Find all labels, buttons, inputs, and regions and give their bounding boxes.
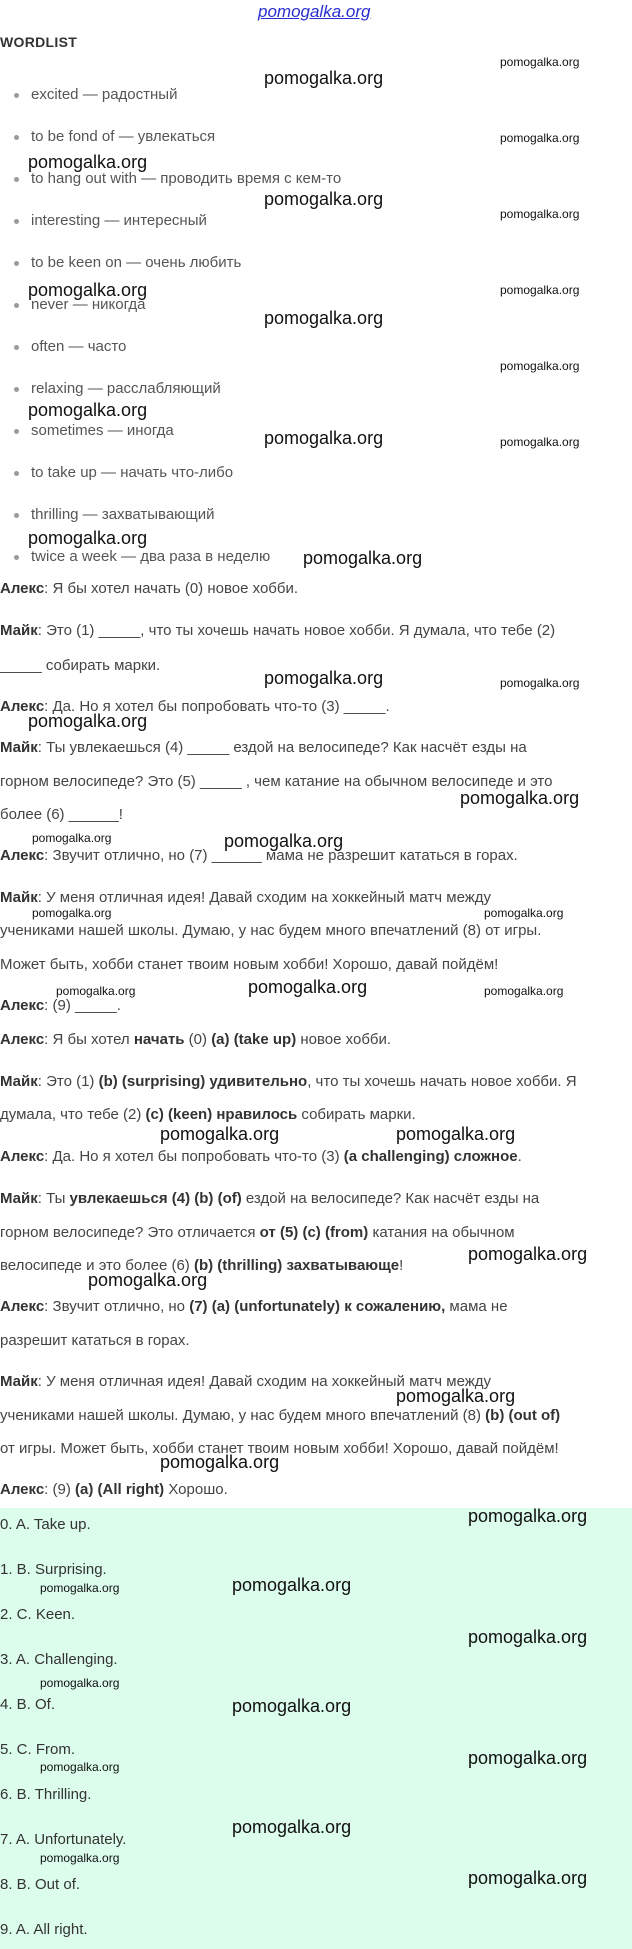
wordlist-text: to take up — начать что-либо [31, 464, 234, 481]
speaker-name: Алекс [0, 1148, 45, 1165]
dialogue-text: : У меня отличная идея! Давай сходим на хоккейный матч между [37, 889, 492, 906]
dialogue-text: более (6) ______! [0, 806, 123, 823]
wordlist-item [14, 422, 174, 439]
answer-highlight: (b) (thrilling) захватывающе [193, 1257, 400, 1274]
dialogue-text: : Звучит отлично, но [44, 1298, 190, 1315]
dialogue-text: : (9) [44, 1481, 76, 1498]
dialogue-line [0, 997, 121, 1014]
watermark: pomogalka.org [500, 676, 580, 690]
watermark: pomogalka.org [160, 1124, 280, 1144]
watermark: pomogalka.org [396, 1386, 516, 1406]
watermark: pomogalka.org [232, 1817, 352, 1837]
dialogue-text: : (9) _____. [44, 997, 121, 1014]
watermark: pomogalka.org [500, 359, 580, 373]
watermark: pomogalka.org [264, 189, 384, 209]
watermark: pomogalka.org [28, 528, 148, 548]
bullet-icon [14, 387, 19, 392]
speaker-name: Майк [0, 1373, 38, 1390]
watermark: pomogalka.org [468, 1627, 588, 1647]
watermark: pomogalka.org [500, 55, 580, 69]
speaker-name: Майк [0, 739, 38, 756]
dialogue-line [0, 1332, 190, 1349]
wordlist-text: relaxing — расслабляющий [31, 380, 221, 397]
wordlist-item [14, 380, 221, 397]
dialogue-line [0, 1298, 508, 1315]
dialogue-text: : Я бы хотел [44, 1031, 134, 1048]
answer-item: 9. A. All right. [0, 1921, 88, 1938]
dialogue-line [0, 806, 123, 823]
watermark: pomogalka.org [468, 1506, 588, 1526]
answer-highlight: увлекаешься (4) (b) (of) [69, 1190, 242, 1207]
bullet-icon [14, 93, 19, 98]
dialogue-text: учениками нашей школы. Думаю, у нас будем много впечатлений (8) от игры. [0, 922, 542, 939]
bullet-icon [14, 177, 19, 182]
answer-highlight: начать [133, 1031, 185, 1048]
answer-item: 6. B. Thrilling. [0, 1786, 92, 1803]
dialogue-text: велосипеде и это более (6) [0, 1257, 194, 1274]
dialogue-text: : Это (1) [37, 1073, 99, 1090]
wordlist-item [14, 548, 270, 565]
answer-item: 3. A. Challenging. [0, 1651, 118, 1668]
answer-highlight: (c) (keen) нравилось [145, 1106, 298, 1123]
bullet-icon [14, 513, 19, 518]
dialogue-text: новое хобби. [296, 1031, 392, 1048]
speaker-name: Алекс [0, 997, 45, 1014]
dialogue-line [0, 1106, 416, 1123]
dialogue-text: ! [399, 1257, 404, 1274]
wordlist-item [14, 254, 241, 271]
watermark: pomogalka.org [232, 1575, 352, 1595]
answer-highlight: (b) (out of) [485, 1407, 561, 1424]
watermark: pomogalka.org [468, 1868, 588, 1888]
dialogue-text: (0) [184, 1031, 212, 1048]
dialogue-line [0, 1148, 522, 1165]
watermark: pomogalka.org [264, 308, 384, 328]
watermark: pomogalka.org [28, 400, 148, 420]
dialogue-text: , что ты хочешь начать новое хобби. Я [307, 1073, 577, 1090]
dialogue-text: : Это (1) _____, что ты хочешь начать новое хобби. Я думала, что тебе (2) [37, 622, 556, 639]
speaker-name: Алекс [0, 1298, 45, 1315]
dialogue-line [0, 1407, 560, 1424]
watermark: pomogalka.org [160, 1452, 280, 1472]
bullet-icon [14, 219, 19, 224]
watermark: pomogalka.org [28, 711, 148, 731]
dialogue-line [0, 1481, 228, 1498]
watermark: pomogalka.org [500, 131, 580, 145]
answer-item: 7. A. Unfortunately. [0, 1831, 127, 1848]
watermark: pomogalka.org [232, 1696, 352, 1716]
bullet-icon [14, 471, 19, 476]
speaker-name: Майк [0, 889, 38, 906]
speaker-name: Алекс [0, 1031, 45, 1048]
watermark: pomogalka.org [32, 906, 112, 920]
watermark: pomogalka.org [28, 280, 148, 300]
wordlist-text: twice a week — два раза в неделю [31, 548, 271, 565]
wordlist-item [14, 86, 177, 103]
dialogue-text: собирать марки. [297, 1106, 416, 1123]
watermark: pomogalka.org [460, 788, 580, 808]
watermark: pomogalka.org [396, 1124, 516, 1144]
dialogue-line [0, 657, 160, 674]
speaker-name: Майк [0, 1073, 38, 1090]
wordlist-item [14, 128, 215, 145]
wordlist-item [14, 506, 215, 523]
answer-item: 4. B. Of. [0, 1696, 56, 1713]
dialogue-line [0, 1073, 577, 1090]
dialogue-text: катания на обычном [368, 1224, 515, 1241]
watermark: pomogalka.org [224, 831, 344, 851]
dialogue-text: горном велосипеде? Это (5) _____ , чем катание на обычном велосипеде и это [0, 773, 553, 790]
bullet-icon [14, 135, 19, 140]
watermark: pomogalka.org [32, 831, 112, 845]
watermark: pomogalka.org [468, 1244, 588, 1264]
wordlist-text: often — часто [31, 338, 127, 355]
bullet-icon [14, 261, 19, 266]
speaker-name: Алекс [0, 1481, 45, 1498]
dialogue-text: : Да. Но я хотел бы попробовать что-то (3) _____. [44, 698, 390, 715]
dialogue-text: учениками нашей школы. Думаю, у нас будем много впечатлений (8) [0, 1407, 486, 1424]
dialogue-line [0, 1440, 559, 1457]
watermark: pomogalka.org [40, 1760, 120, 1774]
dialogue-text: : У меня отличная идея! Давай сходим на хоккейный матч между [37, 1373, 492, 1390]
answer-highlight: (a) (take up) [211, 1031, 297, 1048]
wordlist-text: to hang out with — проводить время с кем-то [31, 170, 342, 187]
answer-highlight: (a challenging) сложное [343, 1148, 518, 1165]
wordlist-item [14, 464, 233, 481]
wordlist-item [14, 212, 207, 229]
dialogue-line [0, 889, 491, 906]
dialogue-line [0, 622, 555, 639]
answer-highlight: (7) (a) (unfortunately) к сожалению, [189, 1298, 446, 1315]
speaker-name: Алекс [0, 698, 45, 715]
speaker-name: Майк [0, 1190, 38, 1207]
bullet-icon [14, 303, 19, 308]
watermark: pomogalka.org [40, 1676, 120, 1690]
wordlist-text: thrilling — захватывающий [31, 506, 215, 523]
dialogue-text: : Звучит отлично, но (7) ______ мама не разрешит кататься в горах. [44, 847, 518, 864]
answer-item: 1. B. Surprising. [0, 1561, 107, 1578]
dialogue-text: : Да. Но я хотел бы попробовать что-то (3) [44, 1148, 344, 1165]
speaker-name: Алекс [0, 580, 45, 597]
bullet-icon [14, 555, 19, 560]
watermark: pomogalka.org [40, 1581, 120, 1595]
watermark: pomogalka.org [264, 668, 384, 688]
watermark: pomogalka.org [500, 435, 580, 449]
dialogue-line [0, 1190, 539, 1207]
watermark: pomogalka.org [28, 152, 148, 172]
dialogue-line [0, 580, 298, 597]
dialogue-line [0, 1224, 515, 1241]
dialogue-text: от игры. Может быть, хобби станет твоим новым хобби! Хорошо, давай пойдём! [0, 1440, 559, 1457]
dialogue-line [0, 739, 527, 756]
dialogue-text: Хорошо. [164, 1481, 228, 1498]
bullet-icon [14, 345, 19, 350]
watermark: pomogalka.org [56, 984, 136, 998]
wordlist-text: never — никогда [31, 296, 146, 313]
answer-highlight: (a) (All right) [75, 1481, 165, 1498]
watermark: pomogalka.org [484, 984, 564, 998]
dialogue-text: мама не [445, 1298, 508, 1315]
dialogue-text: Может быть, хобби станет твоим новым хобби! Хорошо, давай пойдём! [0, 956, 499, 973]
dialogue-text: разрешит кататься в горах. [0, 1332, 190, 1349]
wordlist-title: WORDLIST [0, 34, 78, 50]
dialogue-line [0, 1031, 391, 1048]
speaker-name: Алекс [0, 847, 45, 864]
dialogue-text: : Я бы хотел начать (0) новое хобби. [44, 580, 299, 597]
answer-item: 8. B. Out of. [0, 1876, 81, 1893]
dialogue-line [0, 922, 541, 939]
watermark: pomogalka.org [303, 548, 423, 568]
watermark: pomogalka.org [264, 428, 384, 448]
dialogue-text: . [517, 1148, 522, 1165]
dialogue-text: _____ собирать марки. [0, 657, 161, 674]
site-link[interactable]: pomogalka.org [258, 2, 371, 21]
watermark: pomogalka.org [88, 1270, 208, 1290]
watermark: pomogalka.org [468, 1748, 588, 1768]
watermark: pomogalka.org [500, 207, 580, 221]
dialogue-text: думала, что тебе (2) [0, 1106, 146, 1123]
answer-item: 5. C. From. [0, 1741, 76, 1758]
watermark: pomogalka.org [264, 68, 384, 88]
answer-item: 2. C. Keen. [0, 1606, 76, 1623]
answer-highlight: от (5) (c) (from) [259, 1224, 369, 1241]
answer-item: 0. A. Take up. [0, 1516, 91, 1533]
dialogue-text: ездой на велосипеде? Как насчёт езды на [241, 1190, 540, 1207]
answer-highlight: (b) (surprising) удивительно [98, 1073, 308, 1090]
wordlist-text: to be fond of — увлекаться [31, 128, 216, 145]
dialogue-text: : Ты [37, 1190, 70, 1207]
watermark: pomogalka.org [248, 977, 368, 997]
watermark: pomogalka.org [484, 906, 564, 920]
wordlist-text: excited — радостный [31, 86, 178, 103]
wordlist-text: to be keen on — очень любить [31, 254, 242, 271]
speaker-name: Майк [0, 622, 38, 639]
watermark: pomogalka.org [500, 283, 580, 297]
dialogue-line [0, 956, 498, 973]
dialogue-text: горном велосипеде? Это отличается [0, 1224, 260, 1241]
bullet-icon [14, 429, 19, 434]
watermark: pomogalka.org [40, 1851, 120, 1865]
wordlist-text: interesting — интересный [31, 212, 207, 229]
dialogue-text: : Ты увлекаешься (4) _____ ездой на велосипеде? Как насчёт езды на [37, 739, 527, 756]
wordlist-item [14, 338, 126, 355]
wordlist-text: sometimes — иногда [31, 422, 174, 439]
